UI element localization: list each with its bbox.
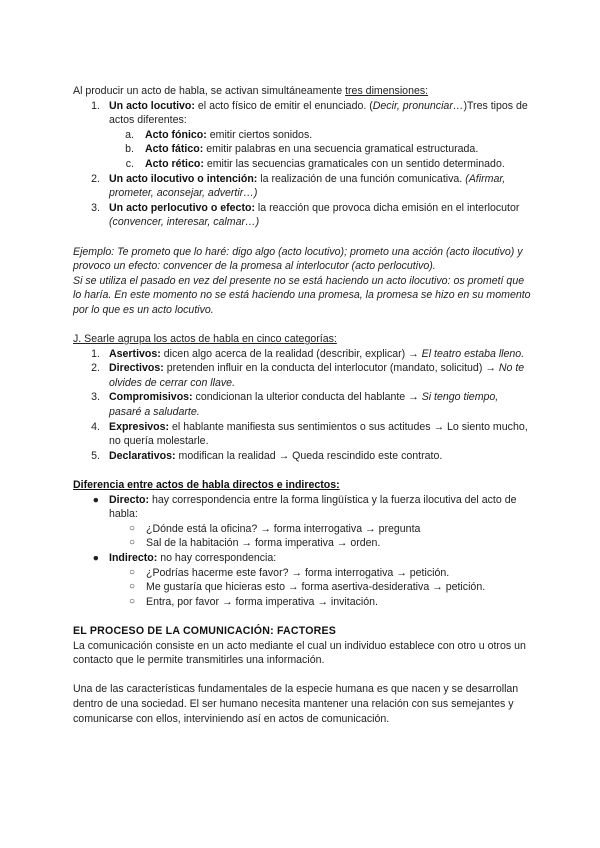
list-item bbox=[73, 172, 531, 201]
searle-list bbox=[73, 347, 531, 464]
item-text: emitir palabras en una secuencia gramatical estructurada. bbox=[203, 143, 479, 156]
sublist bbox=[73, 522, 531, 551]
bullet-icon: ● bbox=[92, 552, 99, 564]
circle-bullet-icon: ○ bbox=[128, 581, 135, 593]
list-number: 2. bbox=[91, 362, 100, 375]
list-number: 1. bbox=[91, 347, 100, 360]
item-label: Compromisivos: bbox=[109, 391, 193, 404]
item-italic: No te olvides de cerrar con llave. bbox=[109, 362, 525, 389]
intro-text: Al producir un acto de habla, se activan simultáneamente bbox=[73, 85, 346, 97]
list-item bbox=[73, 420, 531, 449]
list-item bbox=[73, 566, 531, 581]
item-label: Indirecto: bbox=[109, 552, 158, 564]
item-text: ¿Podrías hacerme este favor? → forma interrogativa → petición. bbox=[146, 566, 450, 579]
item-text: pretenden influir en la conducta del interlocutor (mandato, solicitud) → bbox=[163, 362, 499, 375]
document-page bbox=[73, 84, 531, 726]
item-italic: Decir, pronunciar… bbox=[372, 99, 464, 112]
section-paragraph: La comunicación consiste en un acto mediante el cual un individuo establece con otro u otros un contacto que le permite transmitirles una información. bbox=[73, 639, 526, 667]
circle-bullet-icon: ○ bbox=[128, 566, 135, 578]
item-text: Sal de la habitación → forma imperativa → orden. bbox=[146, 537, 381, 550]
list-item bbox=[73, 128, 531, 143]
example-paragraph: Ejemplo: Te prometo que lo haré: digo algo (acto locutivo); prometo una acción (acto ilocutivo) y provoco un efecto: convencer de la promesa al interlocutor (acto perlocutivo). bbox=[73, 245, 523, 273]
list-item bbox=[73, 536, 531, 551]
item-text: dicen algo acerca de la realidad (describir, explicar) → bbox=[160, 347, 422, 360]
item-label: Acto rético: bbox=[145, 157, 204, 170]
sublist bbox=[73, 566, 531, 610]
list-number: 3. bbox=[91, 201, 100, 214]
circle-bullet-icon: ○ bbox=[128, 595, 135, 607]
item-text: Me gustaría que hicieras esto → forma asertiva-desiderativa → petición. bbox=[146, 581, 486, 594]
list-item bbox=[73, 142, 531, 157]
list-item bbox=[73, 595, 531, 610]
list-number: 1. bbox=[91, 99, 100, 112]
intro-highlight: tres dimensiones: bbox=[345, 85, 429, 97]
bullet-icon: ● bbox=[92, 493, 99, 506]
item-italic: (convencer, interesar, calmar…) bbox=[109, 216, 260, 229]
item-text: emitir ciertos sonidos. bbox=[206, 128, 313, 141]
item-text: la realización de una función comunicativa. bbox=[257, 172, 466, 185]
circle-bullet-icon: ○ bbox=[128, 522, 135, 534]
list-item bbox=[73, 201, 531, 230]
list-number: 4. bbox=[91, 420, 100, 433]
item-text: hay correspondencia entre la forma lingüística y la fuerza ilocutiva del acto de habla: bbox=[109, 493, 517, 521]
list-item bbox=[73, 522, 531, 537]
item-label: Directivos: bbox=[109, 362, 164, 375]
sublist bbox=[73, 128, 531, 172]
list-number: 2. bbox=[91, 172, 100, 185]
list-number: 3. bbox=[91, 391, 100, 404]
item-label: Expresivos: bbox=[109, 420, 170, 433]
list-letter: a. bbox=[125, 128, 134, 141]
item-label: Directo: bbox=[109, 493, 150, 506]
item-label: Acto fónico: bbox=[145, 128, 207, 141]
item-text-after: )Tres tipos de actos diferentes: bbox=[109, 99, 528, 127]
list-number: 5. bbox=[91, 449, 100, 462]
difference-title: Diferencia entre actos de habla directos e indirectos: bbox=[73, 479, 340, 492]
list-item bbox=[73, 347, 531, 362]
item-text: no hay correspondencia: bbox=[157, 552, 277, 564]
item-text: el acto físico de emitir el enunciado. ( bbox=[194, 99, 373, 112]
dimensions-list bbox=[73, 99, 531, 230]
list-letter: b. bbox=[125, 143, 134, 156]
item-italic: (Afirmar, prometer, aconsejar, advertir…) bbox=[109, 172, 506, 200]
intro-paragraph bbox=[73, 84, 531, 99]
list-item bbox=[73, 493, 531, 522]
item-label: Un acto ilocutivo o intención: bbox=[109, 172, 258, 185]
item-label: Un acto perlocutivo o efecto: bbox=[109, 201, 255, 214]
item-text: modifican la realidad → Queda rescindido este contrato. bbox=[175, 449, 443, 462]
item-text: condicionan la ulterior conducta del hablante → bbox=[192, 391, 422, 404]
list-item bbox=[73, 390, 531, 419]
difference-list bbox=[73, 493, 531, 610]
item-text: el hablante manifiesta sus sentimientos o sus actitudes → Lo siento mucho, no quería molestarle. bbox=[109, 420, 528, 448]
item-italic: Si tengo tiempo, pasaré a saludarte. bbox=[109, 391, 499, 419]
list-item bbox=[73, 99, 531, 128]
item-text: Entra, por favor → forma imperativa → invitación. bbox=[146, 595, 378, 608]
item-text: la reacción que provoca dicha emisión en el interlocutor bbox=[254, 201, 520, 214]
searle-title: J. Searle agrupa los actos de habla en cinco categorías: bbox=[73, 333, 337, 346]
list-letter: c. bbox=[125, 157, 134, 170]
example-note: Si se utiliza el pasado en vez del presente no se está haciendo un acto ilocutivo: os prometí que lo haría. En este momento no se está haciendo una promesa, la promesa se hizo en su momento por lo que es un acto locutivo. bbox=[73, 274, 531, 316]
list-item bbox=[73, 449, 531, 464]
list-item bbox=[73, 551, 531, 566]
section-heading: EL PROCESO DE LA COMUNICACIÓN: FACTORES bbox=[73, 624, 337, 637]
item-text: ¿Dónde está la oficina? → forma interrogativa → pregunta bbox=[146, 522, 421, 535]
circle-bullet-icon: ○ bbox=[128, 537, 135, 549]
item-italic: El teatro estaba lleno. bbox=[421, 347, 525, 360]
list-item bbox=[73, 580, 531, 595]
item-label: Un acto locutivo: bbox=[109, 99, 195, 112]
section-paragraph: Una de las características fundamentales de la especie humana es que nacen y se desarrollan dentro de una sociedad. El ser humano necesita mantener una relación con sus semejantes y comunicarse con ellos, interviniendo así en actos de comunicación. bbox=[73, 683, 519, 725]
list-item bbox=[73, 157, 531, 172]
item-label: Asertivos: bbox=[109, 347, 161, 360]
item-label: Acto fático: bbox=[145, 143, 204, 156]
item-text: emitir las secuencias gramaticales con un sentido determinado. bbox=[203, 157, 505, 170]
item-label: Declarativos: bbox=[109, 449, 176, 462]
list-item bbox=[73, 361, 531, 390]
